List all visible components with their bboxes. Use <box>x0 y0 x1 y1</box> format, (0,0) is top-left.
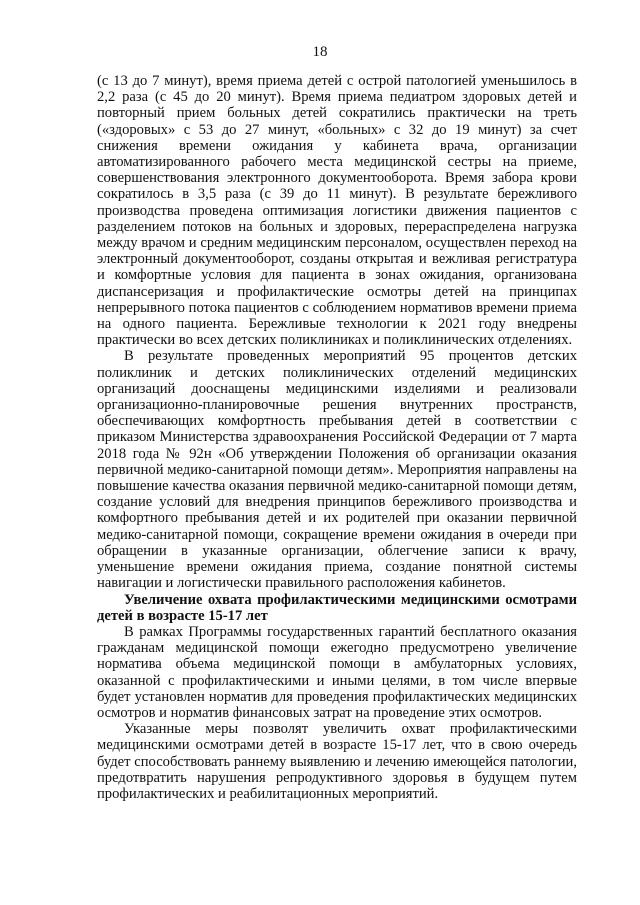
section-heading: Увеличение охвата профилактическими медицинскими осмотрами детей в возрасте 15-17 лет <box>97 591 577 624</box>
paragraph-outcome: Указанные меры позволят увеличить охват профилактическими медицинскими осмотрами детей в возрасте 15-17 лет, что в свою очередь будет способствовать раннему выявлению и лечению имеющейся патологии, предотвратить нарушения репродуктивного здоровья в будущем путем профилактических и реабилитационных мероприятий. <box>97 721 577 802</box>
page-number: 18 <box>312 44 328 60</box>
document-body <box>97 73 577 802</box>
paragraph-time-reduction: (с 13 до 7 минут), время приема детей с острой патологией уменьшилось в 2,2 раза (с 45 до 20 минут). Время приема педиатром здоровых детей и повторный прием больных детей сократились практически на треть («здоровых» с 53 до 27 минут, «больных» с 32 до 19 минут) за счет снижения времени ожидания у кабинета врача, организации автоматизированного рабочего места медицинской сестры на приеме, совершенствования электронного документооборота. Время забора крови сократилось в 3,5 раза (с 39 до 11 минут). В результате бережливого производства проведена оптимизация логистики движения пациентов с разделением потоков на больных и здоровых, перераспределена нагрузка между врачом и средним медицинским персоналом, осуществлен переход на электронный документооборот, созданы открытая и вежливая регистратура и комфортные условия для пациента в зонах ожидания, организована диспансеризация и профилактические осмотры детей на принципах непрерывного потока пациентов с соблюдением нормативов времени приема на одного пациента. Бережливые технологии к 2021 году внедрены практически во всех детских поликлиниках и поликлинических отделениях. <box>97 73 577 349</box>
paragraph-clinic-equipment: В результате проведенных мероприятий 95 процентов детских поликлиник и детских поликлинических отделений медицинских организаций дооснащены медицинскими изделиями и реализовали организационно-планировочные решения внутренних пространств, обеспечивающих комфортность пребывания детей в соответствии с приказом Министерства здравоохранения Российской Федерации от 7 марта 2018 года № 92н «Об утверждении Положения об организации оказания первичной медико-санитарной помощи детям». Мероприятия направлены на повышение качества оказания первичной медико-санитарной помощи детям, создание условий для внедрения принципов бережливого производства и комфортного пребывания детей и их родителей при оказании первичной медико-санитарной помощи, сокращение времени ожидания в очереди при обращении в указанные организации, облегчение записи к врачу, уменьшение времени ожидания приема, создание понятной системы навигации и логистически правильного расположения кабинетов. <box>97 348 577 592</box>
paragraph-state-guarantees: В рамках Программы государственных гарантий бесплатного оказания гражданам медицинской помощи ежегодно предусмотрено увеличение норматива объема медицинской помощи в амбулаторных условиях, оказанной с профилактическими и иными целями, в том числе впервые будет установлен норматив для проведения профилактических медицинских осмотров и норматив финансовых затрат на проведение этих осмотров. <box>97 623 577 721</box>
